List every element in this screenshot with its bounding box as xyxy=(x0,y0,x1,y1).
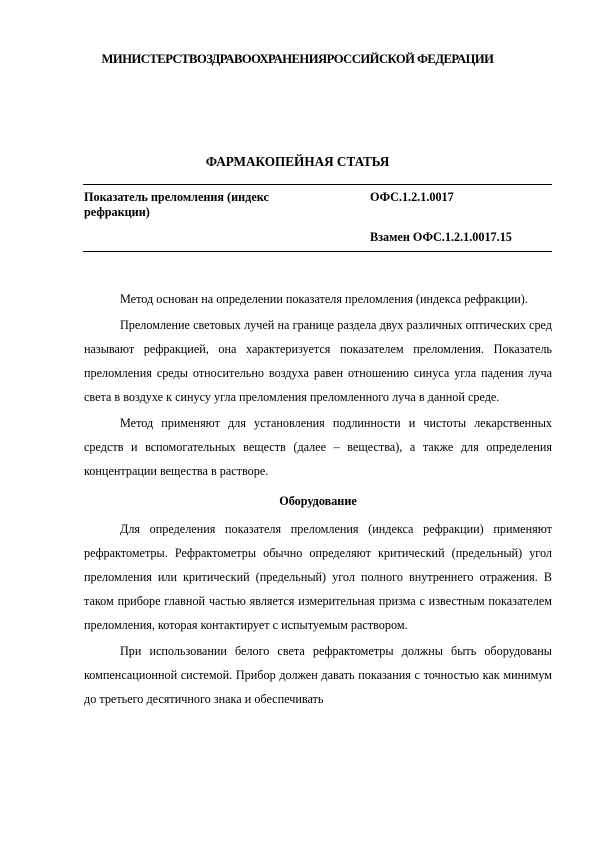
paragraph: Преломление световых лучей на границе раздела двух различных оптических сред называют рефракцией, она характеризуется показателем преломления. Показатель преломления среды относительно воздуха равен отношению синуса угла падения луча света в воздухе к синусу угла преломления преломленного луча в данной среде. xyxy=(84,318,552,404)
document-body xyxy=(84,287,552,713)
ministry-heading: МИНИСТЕРСТВОЗДРАВООХРАНЕНИЯРОССИЙСКОЙ ФЕДЕРАЦИИ xyxy=(101,52,494,66)
article-code: ОФС.1.2.1.0017 xyxy=(370,190,454,204)
article-title: Показатель преломления (индекс рефракции) xyxy=(84,190,269,219)
paragraph: Метод основан на определении показателя преломления (индекса рефракции). xyxy=(120,292,528,306)
paragraph: Метод применяют для установления подлинности и чистоты лекарственных средств и вспомогательных веществ (далее – вещества), а также для определения концентрации вещества в растворе. xyxy=(84,416,552,478)
header-rule-bottom xyxy=(83,251,552,252)
section-heading-equipment: Оборудование xyxy=(279,494,357,508)
replaces-code: Взамен ОФС.1.2.1.0017.15 xyxy=(370,230,512,244)
paragraph: При использовании белого света рефрактометры должны быть оборудованы компенсационной системой. Прибор должен давать показания с точностью как минимум до третьего десятичного знака и обеспечивать xyxy=(84,644,552,706)
header-rule-top xyxy=(83,184,552,185)
document-type-title: ФАРМАКОПЕЙНАЯ СТАТЬЯ xyxy=(205,154,390,169)
paragraph: Для определения показателя преломления (индекса рефракции) применяют рефрактометры. Рефрактометры обычно определяют критический (предельный) угол преломления или критический (предельный) угол полного внутреннего отражения. В таком приборе главной частью является измерительная призма с известным показателем преломления, которая контактирует с испытуемым раствором. xyxy=(84,522,552,632)
